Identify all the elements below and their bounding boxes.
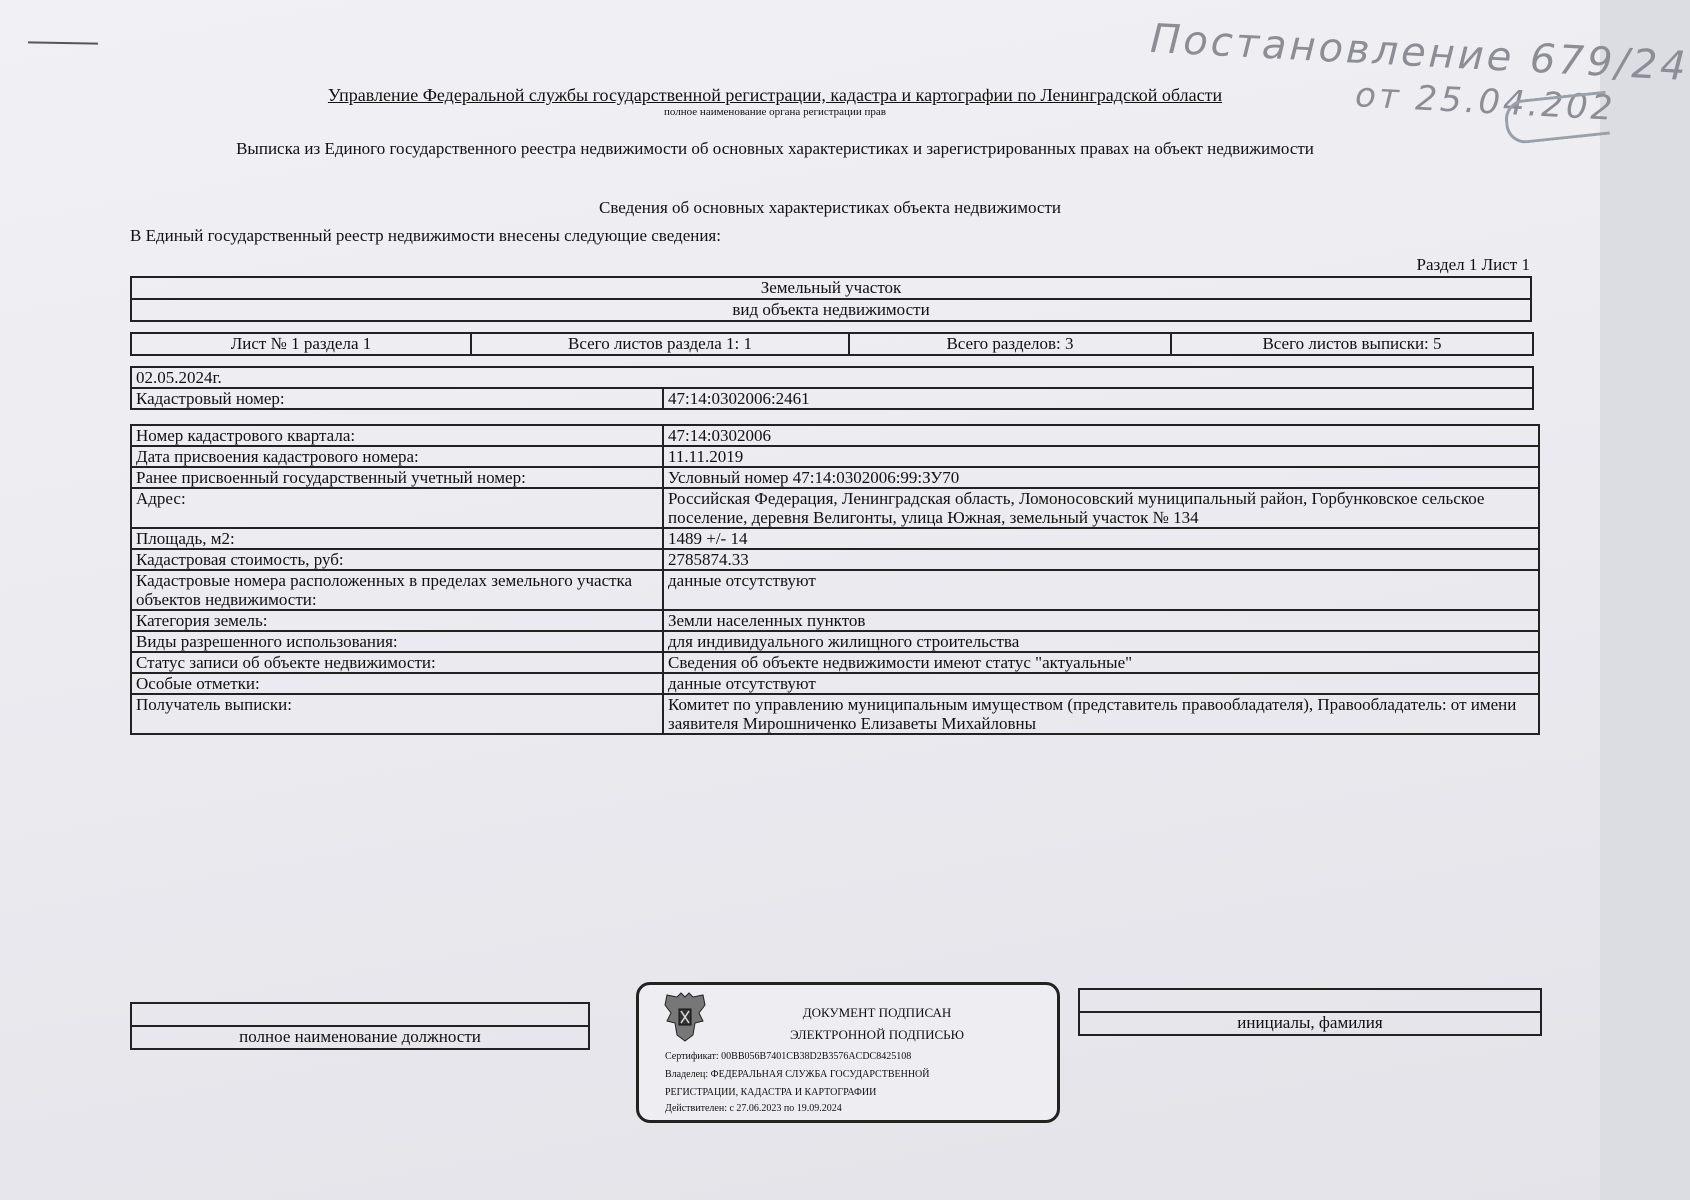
- object-type: Земельный участок: [131, 277, 1531, 299]
- field-label: Статус записи об объекте недвижимости:: [131, 652, 663, 673]
- table-row: [131, 549, 1539, 570]
- sheet-info-table: [130, 332, 1534, 356]
- record-date: 02.05.2024г.: [131, 367, 1533, 388]
- pencil-mark: [28, 41, 98, 44]
- org-name: Управление Федеральной службы государственной регистрации, кадастра и картографии по Ленинградской области: [327, 85, 1223, 105]
- stamp-title-line2: ЭЛЕКТРОННОЙ ПОДПИСЬЮ: [790, 1027, 964, 1042]
- field-value: 2785874.33: [663, 549, 1539, 570]
- intro-text: В Единый государственный реестр недвижимости внесены следующие сведения:: [130, 226, 721, 245]
- object-type-caption: вид объекта недвижимости: [131, 299, 1531, 321]
- table-row: [131, 570, 1539, 610]
- handwritten-note-line1: Постановление 679/24: [1149, 15, 1690, 91]
- stamp-validity: Действителен: с 27.06.2023 по 19.09.2024: [665, 1103, 842, 1114]
- stamp-owner-line2: РЕГИСТРАЦИИ, КАДАСТРА И КАРТОГРАФИИ: [665, 1087, 877, 1098]
- table-row: [131, 610, 1539, 631]
- field-label: Дата присвоения кадастрового номера:: [131, 446, 663, 467]
- total-sections: Всего разделов: 3: [849, 333, 1171, 355]
- field-value: Земли населенных пунктов: [663, 610, 1539, 631]
- characteristics-table: [130, 424, 1540, 735]
- table-row: [131, 694, 1539, 734]
- table-row: [131, 528, 1539, 549]
- table-row: [131, 446, 1539, 467]
- field-label: Категория земель:: [131, 610, 663, 631]
- sheet-reference: Раздел 1 Лист 1: [1416, 255, 1530, 274]
- total-section-sheets: Всего листов раздела 1: 1: [471, 333, 849, 355]
- total-extract-sheets: Всего листов выписки: 5: [1171, 333, 1533, 355]
- position-caption: полное наименование должности: [131, 1026, 589, 1049]
- field-label: Ранее присвоенный государственный учетный номер:: [131, 467, 663, 488]
- cadastral-number-label: Кадастровый номер:: [131, 388, 663, 409]
- field-value: Российская Федерация, Ленинградская область, Ломоносовский муниципальный район, Горбунковское сельское поселение, деревня Велигонты, улица Южная, земельный участок № 134: [663, 488, 1539, 528]
- field-value: данные отсутствуют: [663, 570, 1539, 610]
- sheet-number: Лист № 1 раздела 1: [131, 333, 471, 355]
- record-header-table: [130, 366, 1534, 410]
- field-label: Особые отметки:: [131, 673, 663, 694]
- table-row: [131, 488, 1539, 528]
- field-label: Получатель выписки:: [131, 694, 663, 734]
- field-value: Условный номер 47:14:0302006:99:ЗУ70: [663, 467, 1539, 488]
- stamp-title-line1: ДОКУМЕНТ ПОДПИСАН: [802, 1005, 952, 1020]
- name-signature-table: [1078, 988, 1542, 1036]
- name-caption: инициалы, фамилия: [1079, 1012, 1541, 1035]
- field-value: 47:14:0302006: [663, 425, 1539, 446]
- field-label: Виды разрешенного использования:: [131, 631, 663, 652]
- double-headed-eagle-icon: [663, 991, 707, 1043]
- field-value: 1489 +/- 14: [663, 528, 1539, 549]
- table-row: [131, 467, 1539, 488]
- table-row: [131, 631, 1539, 652]
- org-caption: полное наименование органа регистрации прав: [664, 106, 886, 118]
- position-blank: [131, 1003, 589, 1026]
- field-label: Кадастровая стоимость, руб:: [131, 549, 663, 570]
- field-label: Кадастровые номера расположенных в пределах земельного участка объектов недвижимости:: [131, 570, 663, 610]
- electronic-signature-stamp: [636, 982, 1060, 1123]
- position-signature-table: [130, 1002, 590, 1050]
- cadastral-number-value: 47:14:0302006:2461: [663, 388, 1533, 409]
- stamp-owner-line1: Владелец: ФЕДЕРАЛЬНАЯ СЛУЖБА ГОСУДАРСТВЕННОЙ: [665, 1069, 930, 1080]
- name-blank: [1079, 989, 1541, 1012]
- field-label: Номер кадастрового квартала:: [131, 425, 663, 446]
- table-row: [131, 673, 1539, 694]
- field-value: 11.11.2019: [663, 446, 1539, 467]
- object-type-table: [130, 276, 1532, 322]
- field-value: Комитет по управлению муниципальным имуществом (представитель правообладателя), Правообладатель: от имени заявителя Мирошниченко Елизаветы Михайловны: [663, 694, 1539, 734]
- extract-title: Выписка из Единого государственного реестра недвижимости об основных характеристиках и зарегистрированных правах на объект недвижимости: [236, 139, 1314, 158]
- paper-clip: [1503, 91, 1610, 146]
- handwritten-note-line2: от 25.04.202: [1354, 75, 1617, 129]
- field-label: Площадь, м2:: [131, 528, 663, 549]
- field-value: для индивидуального жилищного строительства: [663, 631, 1539, 652]
- section-title: Сведения об основных характеристиках объекта недвижимости: [599, 198, 1061, 217]
- table-row: [131, 425, 1539, 446]
- field-label: Адрес:: [131, 488, 663, 528]
- field-value: Сведения об объекте недвижимости имеют статус "актуальные": [663, 652, 1539, 673]
- table-row: [131, 652, 1539, 673]
- stamp-certificate: Сертификат: 00BB056B7401CB38D2B3576ACDC8425108: [665, 1051, 912, 1062]
- field-value: данные отсутствуют: [663, 673, 1539, 694]
